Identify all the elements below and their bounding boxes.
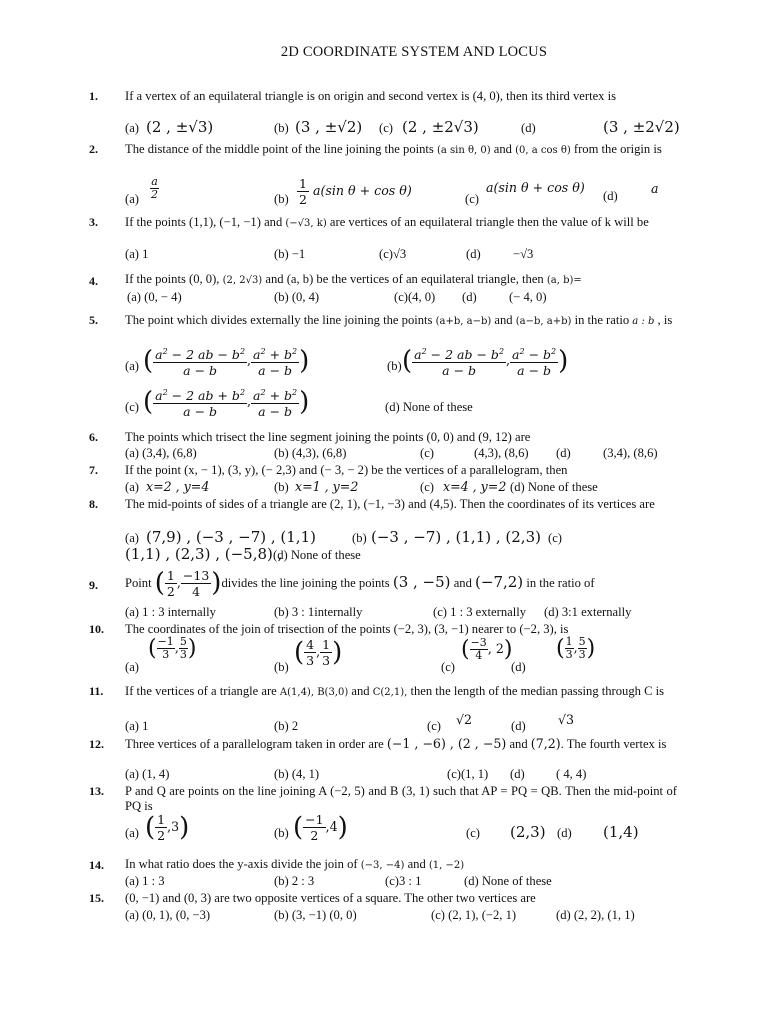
question-text: (0, −1) and (0, 3) are two opposite vertices of a square. The other two vertices are: [125, 891, 536, 905]
option-a: (a) (0, 1), (0, −3): [125, 908, 211, 922]
question-text: If the point (x, − 1), (3, y), (− 2,3) and (− 3, − 2) be the vertices of a parallelogram, then: [125, 463, 568, 477]
option-a-label: (a): [125, 660, 139, 674]
question-text: If the vertices of a triangle are: [125, 684, 277, 698]
question-text: The point which divides externally the line joining the points: [125, 313, 433, 327]
question-text: If the points (0, 0),: [125, 272, 220, 286]
option-b-label: (b): [387, 359, 402, 373]
option-c-label: (c): [465, 192, 479, 206]
option-a-label: (a): [125, 192, 139, 206]
conjunction-text: and: [493, 142, 512, 156]
question-text: and (a, b) be the vertices of an equilateral triangle, then: [265, 272, 544, 286]
question-number: 7.: [89, 463, 98, 477]
question-text: from the origin is: [573, 142, 662, 156]
option-b: (b) 2: [274, 719, 299, 733]
question-14: [89, 855, 677, 873]
option-b: (b) (4,3), (6,8): [274, 446, 347, 460]
option-a-label: (a): [125, 531, 139, 545]
option-b-value: x=1 , y=2: [295, 479, 359, 494]
question-8: [89, 497, 677, 529]
option-b-label: (b): [352, 531, 367, 545]
option-d-value: (3 , ±2√2): [603, 118, 680, 136]
option-a-label: (a): [125, 121, 139, 135]
option-c-value: √2: [456, 712, 473, 727]
option-d-value: (3,4), (8,6): [603, 446, 658, 460]
option-c-value: (2,3): [510, 823, 546, 841]
question-number: 2.: [89, 142, 98, 156]
option-b-label: (b): [274, 480, 289, 494]
option-b: (b) 3 : 1internally: [274, 605, 363, 619]
option-a-value: ( $\frac{1}{2}$ ,3): [145, 812, 190, 843]
option-c-value: ( $\frac{a^2 - 2 ab + b^2}{a - b}$ , $\frac{a^2 + b^2}{a - b}$ ): [143, 385, 309, 419]
option-d-value: ( $\frac{1}{3}$ , $\frac{5}{3}$ ): [556, 635, 596, 661]
option-b-label: (b): [274, 192, 289, 206]
question-number: 10.: [89, 622, 104, 636]
option-c: (c) 1 : 3 externally: [433, 605, 527, 619]
option-c-label: (c): [420, 446, 434, 460]
question-text: The coordinates of the join of trisection of the points (−2, 3), (3, −1) nearer to (−2, 3), is: [125, 622, 569, 636]
question-number: 4.: [89, 274, 98, 288]
question-4: [89, 270, 677, 288]
question-5: [89, 310, 677, 346]
option-c-label: (c): [441, 660, 455, 674]
option-d-value: −√3: [513, 247, 534, 261]
point-expression: (2, 2√3): [222, 275, 263, 286]
question-number: 6.: [89, 430, 98, 444]
question-2: [89, 142, 677, 174]
option-c-label: (c): [379, 121, 393, 135]
option-d-label: (d): [466, 247, 481, 261]
option-c-value: (4,3), (8,6): [474, 446, 529, 460]
question-11: [89, 681, 677, 713]
option-d: (d) None of these: [510, 480, 598, 494]
option-b-value: ( $\frac{4}{3}$ , $\frac{1}{3}$ ): [294, 637, 343, 668]
question-number: 9.: [89, 578, 98, 592]
point-expression: (0, a cos θ): [515, 145, 571, 156]
option-b-value: ( $\frac{-1}{2}$ ,4): [293, 812, 348, 843]
option-b-label: (b): [274, 121, 289, 135]
option-a-value: ( $\frac{-1}{3}$ , $\frac{5}{3}$ ): [148, 635, 197, 661]
conjunction-text: and: [494, 313, 513, 327]
option-a-value: (7,9) , (−3 , −7) , (1,1): [146, 528, 316, 546]
fraction-numerator: 1: [299, 176, 307, 191]
option-d-label: (d): [521, 121, 536, 135]
option-d-value: (− 4, 0): [509, 290, 547, 304]
option-c-value: a(sin θ + cos θ): [486, 180, 585, 195]
option-b: (b) 2 : 3: [274, 874, 315, 888]
option-a-value: x=2 , y=4: [146, 479, 210, 494]
option-a: (a) 1: [125, 719, 149, 733]
option-a: (a) 1: [125, 247, 149, 261]
option-d-label: (d): [511, 660, 526, 674]
question-text: The distance of the middle point of the line joining the points: [125, 142, 434, 156]
option-a: (a) (1, 4): [125, 767, 170, 781]
option-d-value: (1,4): [603, 823, 639, 841]
option-d-label: (d): [556, 446, 571, 460]
point-expression: (a−b, a+b): [515, 316, 572, 327]
option-a: (a) (3,4), (6,8): [125, 446, 197, 460]
option-a: (a) 1 : 3: [125, 874, 165, 888]
option-c: (c)(4, 0): [394, 290, 436, 304]
option-c-label: (c): [420, 480, 434, 494]
question-text: P and Q are points on the line joining A (−2, 5) and B (3, 1) such that AP = PQ = QB. Then the mid-point of PQ is: [125, 784, 677, 813]
point-expression: (−7,2): [475, 573, 524, 591]
option-a-value: ( $\frac{a^2 - 2 ab - b^2}{a - b}$ , $\frac{a^2 + b^2}{a - b}$ ): [143, 344, 309, 378]
question-12: [89, 734, 677, 766]
page-title: 2D COORDINATE SYSTEM AND LOCUS: [280, 44, 548, 60]
question-text: then the length of the median passing through C is: [410, 684, 665, 698]
option-b: (b) (0, 4): [274, 290, 320, 304]
point-expression: (a sin θ, 0): [437, 145, 491, 156]
point-expression: (a, b)=: [546, 275, 582, 286]
question-text: are vertices of an equilateral triangle then the value of k will be: [329, 215, 649, 229]
option-a-label: (a): [125, 826, 139, 840]
option-c: (c)(1, 1): [447, 767, 489, 781]
option-c-label: (c): [466, 826, 480, 840]
question-text: . The fourth vertex is: [560, 737, 667, 751]
question-9: [89, 568, 677, 604]
question-text: Point: [125, 576, 152, 590]
question-number: 5.: [89, 313, 98, 327]
option-b: (b) (4, 1): [274, 767, 320, 781]
option-d-label: (d): [511, 719, 526, 733]
question-text: Three vertices of a parallelogram taken in order are: [125, 737, 384, 751]
question-15: [89, 891, 677, 907]
point-expression: (1, −2): [428, 860, 465, 871]
option-b-label: (b): [274, 660, 289, 674]
point-expression: (a+b, a−b): [435, 316, 492, 327]
question-text: in the ratio: [574, 313, 630, 327]
question-number: 12.: [89, 737, 104, 751]
question-number: 1.: [89, 89, 98, 103]
point-expression: A(1,4), B(3,0): [279, 687, 349, 698]
option-b-value: (−3 , −7) , (1,1) , (2,3): [371, 528, 541, 546]
option-b-value: (3 , ±√2): [295, 118, 363, 136]
ratio-expression: a : b: [632, 316, 655, 327]
question-number: 3.: [89, 215, 98, 229]
conjunction-text: and: [351, 684, 370, 698]
option-c-value: x=4 , y=2: [443, 479, 507, 494]
question-text: The points which trisect the line segment joining the points (0, 0) and (9, 12) are: [125, 430, 531, 444]
question-text: If the points (1,1), (−1, −1) and: [125, 215, 283, 229]
option-a-value: (2 , ±√3): [146, 118, 214, 136]
option-d-label: (d): [510, 767, 525, 781]
option-d-value: √3: [558, 712, 575, 727]
option-a: (a) (0, − 4): [127, 290, 182, 304]
question-number: 11.: [89, 684, 104, 698]
option-d-label: (d): [462, 290, 477, 304]
point-expression: (−√3, k): [285, 218, 327, 229]
option-b: (b) (3, −1) (0, 0): [274, 908, 357, 922]
point-expression: (3 , −5): [392, 573, 451, 591]
question-number: 8.: [89, 497, 98, 511]
option-b-label: (b): [274, 826, 289, 840]
option-a: (a) 1 : 3 internally: [125, 605, 216, 619]
option-c: (c) (2, 1), (−2, 1): [431, 908, 517, 922]
option-c-value: (2 , ±2√3): [402, 118, 479, 136]
option-d: (d) (2, 2), (1, 1): [556, 908, 635, 922]
option-d-label: (d): [557, 826, 572, 840]
option-a-label: (a): [125, 359, 139, 373]
question-number: 14.: [89, 858, 104, 872]
question-number: 13.: [89, 784, 104, 798]
question-3: [89, 212, 677, 244]
fraction-numerator: a: [151, 175, 158, 188]
option-d-label: (d): [603, 189, 618, 203]
question-7: [89, 463, 677, 479]
question-text: The mid-points of sides of a triangle are (2, 1), (−1, −3) and (4,5). Then the coordinates of its vertices are: [125, 497, 655, 511]
option-c-label: (c): [548, 531, 562, 545]
option-c: (c)3 : 1: [385, 874, 422, 888]
point-expression: (−1 , −6) , (2 , −5): [386, 736, 507, 751]
option-d: (d) None of these: [385, 400, 473, 414]
conjunction-text: and: [453, 576, 472, 590]
option-d: (d) None of these: [464, 874, 552, 888]
question-text: divides the line joining the points: [221, 576, 390, 590]
question-number: 15.: [89, 891, 104, 905]
fraction-denominator: 2: [299, 192, 307, 207]
question-text: , is: [657, 313, 673, 327]
option-d: (d) None of these: [273, 548, 361, 562]
option-c-value: (1,1) , (2,3) , (−5,8) ,: [125, 545, 283, 563]
option-a-label: (a): [125, 480, 139, 494]
option-b: (b) −1: [274, 247, 306, 261]
question-text: If a vertex of an equilateral triangle is on origin and second vertex is (4, 0), then its third vertex is: [125, 89, 617, 103]
option-c-label: (c): [125, 400, 139, 414]
conjunction-text: and: [407, 857, 426, 871]
point-expression: C(2,1),: [372, 687, 408, 698]
point-expression: (7,2): [530, 736, 561, 751]
option-b-value: a(sin θ + cos θ): [312, 183, 412, 198]
option-b-value: ( $\frac{a^2 - 2 ab - b^2}{a - b}$ , $\frac{a^2 - b^2}{a - b}$ ): [402, 344, 568, 378]
option-d-value: ( 4, 4): [556, 767, 587, 781]
conjunction-text: and: [509, 737, 528, 751]
question-text: In what ratio does the y-axis divide the join of: [125, 857, 358, 871]
option-c: (c)√3: [379, 247, 407, 261]
fraction-denominator: 2: [151, 188, 158, 201]
option-d: (d) 3:1 externally: [544, 605, 632, 619]
option-c-label: (c): [427, 719, 441, 733]
point-expression: (−3, −4): [360, 860, 405, 871]
option-c-value: ( $\frac{-3}{4}$ , 2): [461, 636, 513, 662]
question-6: [89, 430, 677, 446]
point-value: ( $\frac{1}{2}$ , $\frac{-13}{4}$ ): [154, 568, 222, 599]
option-d-value: a: [651, 181, 659, 196]
question-text: in the ratio of: [526, 576, 595, 590]
